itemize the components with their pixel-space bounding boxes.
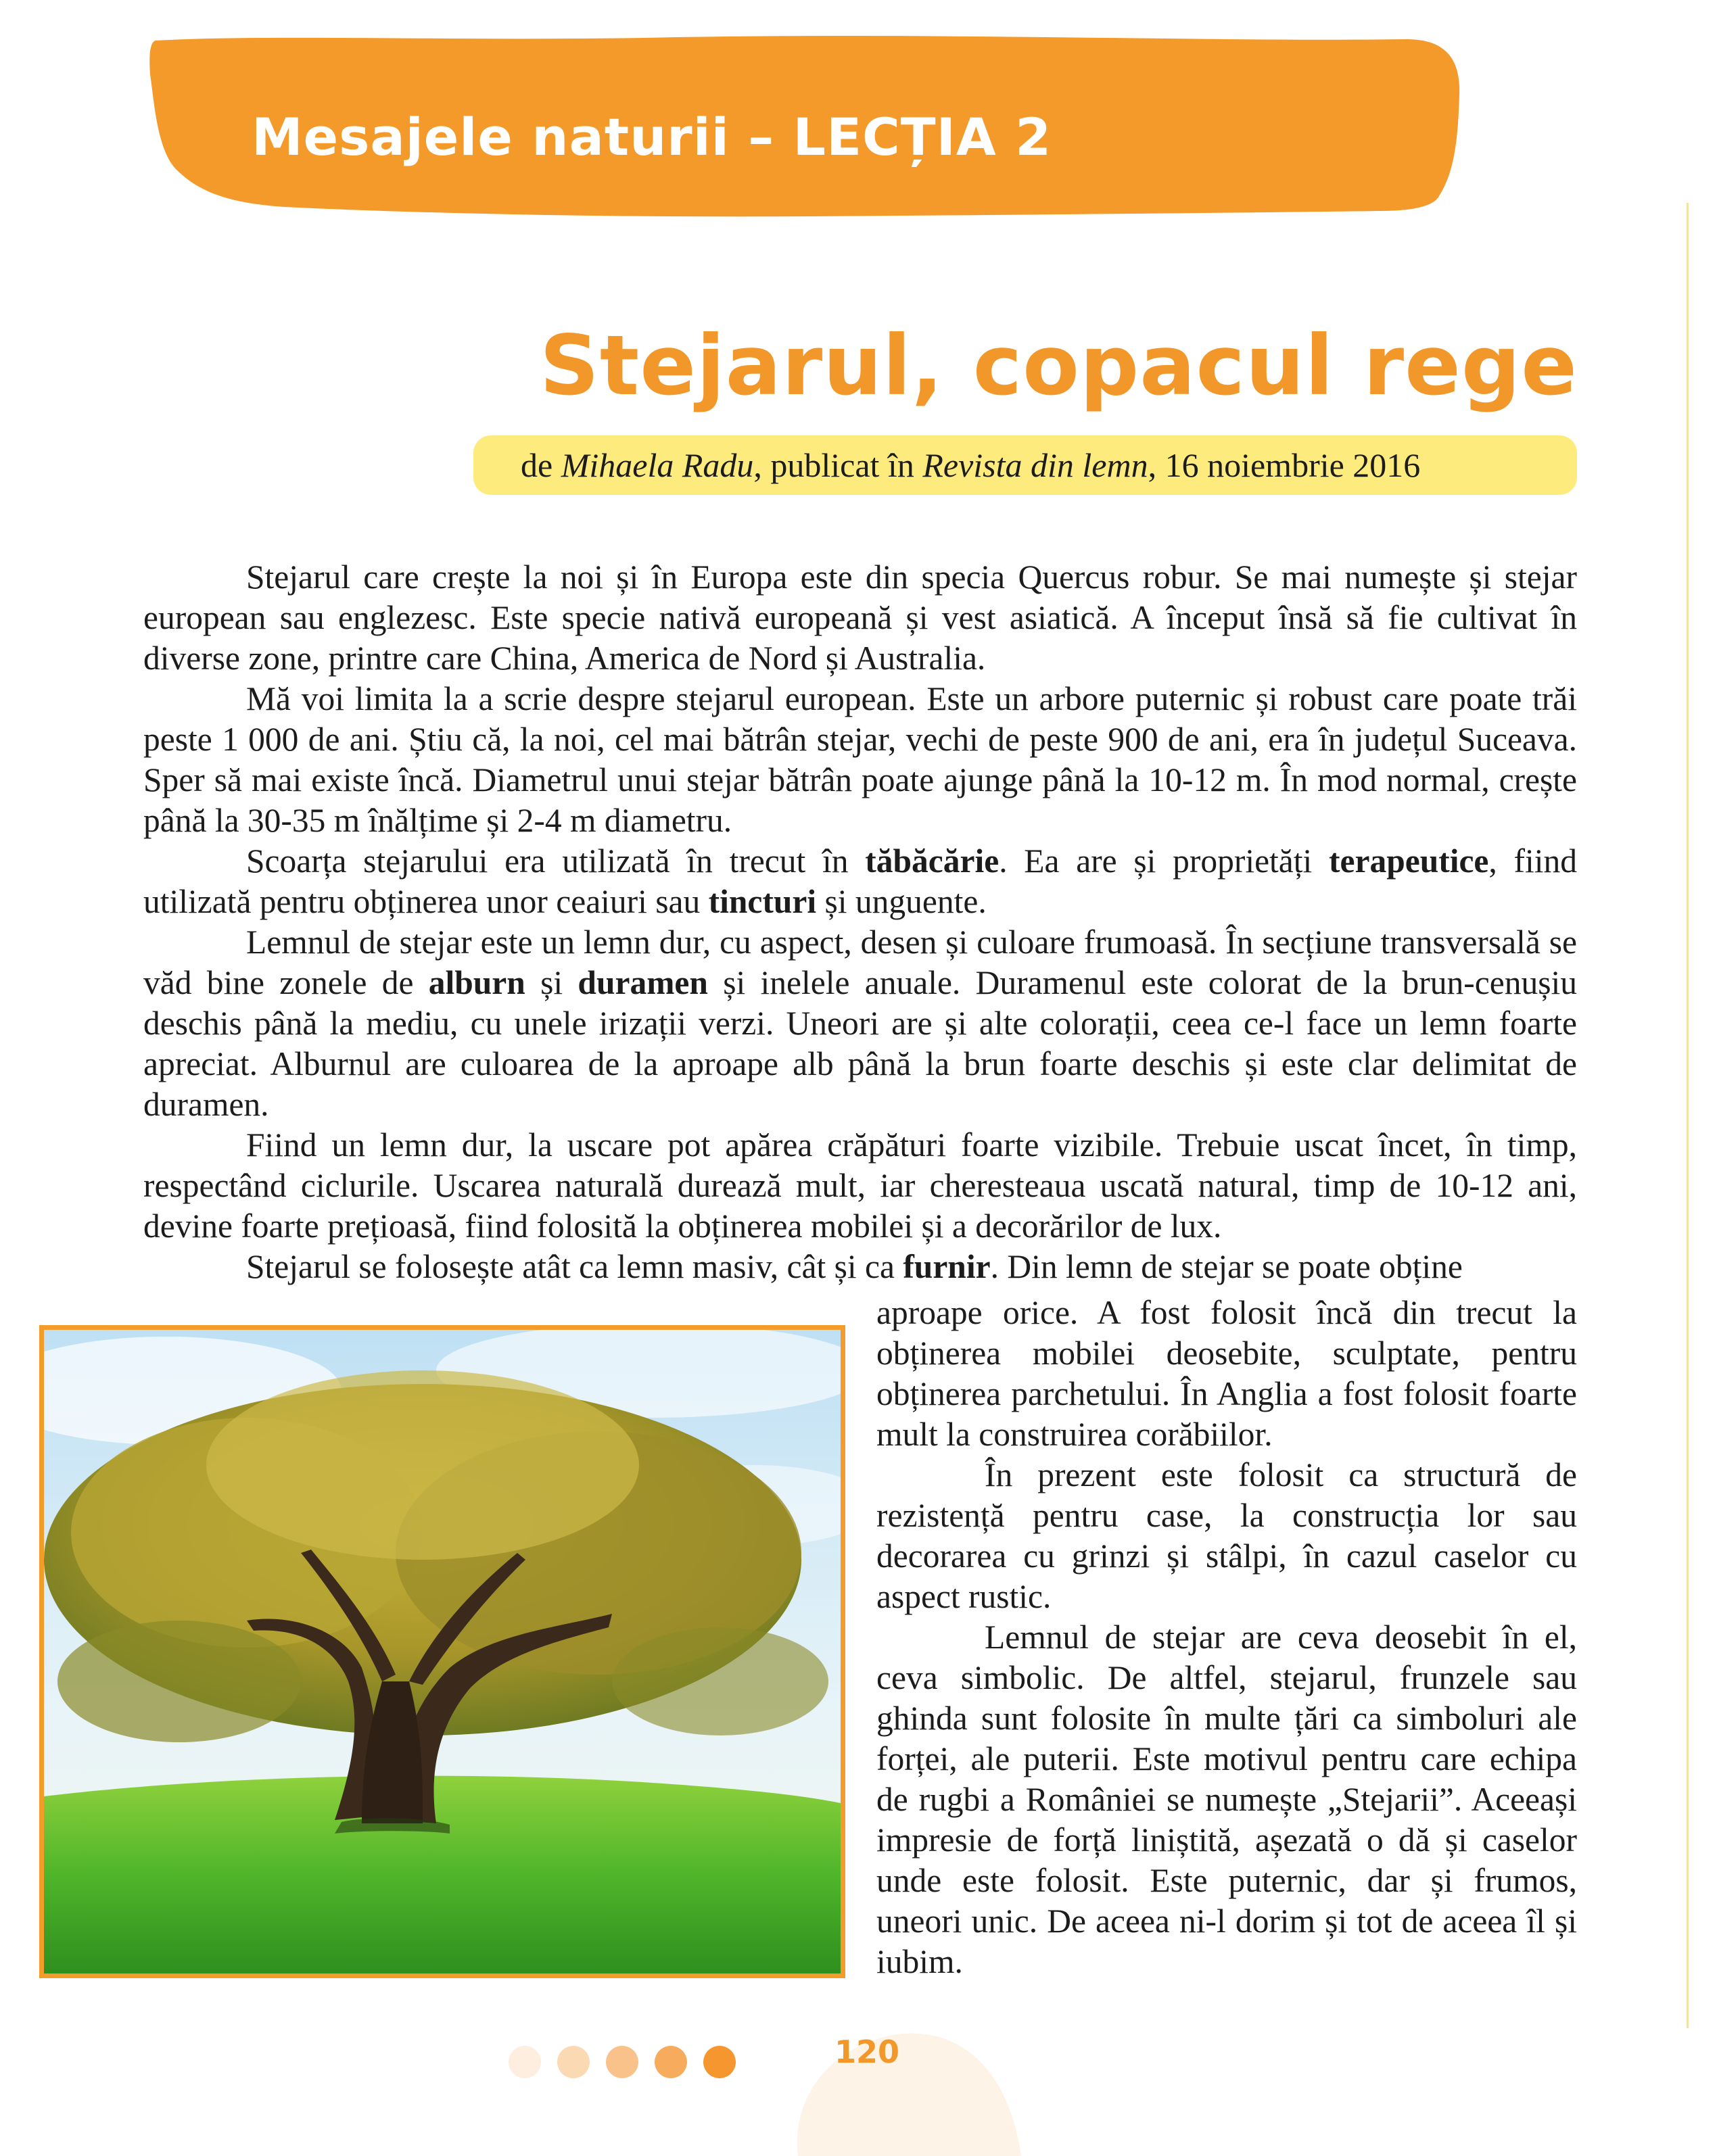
byline (521, 442, 1562, 488)
article-body (143, 557, 1577, 1287)
article-title: Stejarul, copacul rege (540, 318, 1578, 414)
paragraph: În prezent este folosit ca structură de rezistență pentru case, la construcția lor sau decorarea cu grinzi și stâlpi, în cazul caselor cu aspect rustic. (876, 1456, 1577, 1615)
decorative-dots (509, 2046, 752, 2086)
lesson-title: Mesajele naturii – LECȚIA 2 (252, 107, 1052, 167)
publication-name: Revista din lemn (922, 446, 1148, 484)
article-body-right-column (876, 1293, 1577, 1982)
dot-decoration (509, 2046, 541, 2078)
keyword: tincturi (708, 883, 817, 920)
page-number-blob (771, 2001, 1041, 2156)
publication-date: , 16 noiembrie 2016 (1148, 446, 1421, 484)
paragraph: Lemnul de stejar are ceva deosebit în el, ceva simbolic. De altfel, stejarul, frunzele sau ghinda sunt folosite în multe țări ca simboluri ale forței, ale puterii. Este motivul pentru care echipa de rugbi a României se numește „Stejarii”. Aceeași impresie de forță liniștită, așezată o dă și caselor unde este folosit. Este puternic, dar și frumos, uneori unic. De aceea ni-l dorim și tot de aceea îl și iubim. (876, 1619, 1577, 1980)
paragraph: Mă voi limita la a scrie despre stejarul european. Este un arbore puternic și robust care poate trăi peste 1 000 de ani. Știu că, la noi, cel mai bătrân stejar, vechi de peste 900 de ani, era în județul Suceava. Sper să mai existe încă. Diametrul unui stejar bătrân poate ajunge până la 10-12 m. În mod normal, crește până la 30-35 m înălțime și 2-4 m diametru. (143, 680, 1577, 839)
page-number: 120 (834, 2034, 900, 2070)
dot-decoration (655, 2046, 687, 2078)
paragraph: Fiind un lemn dur, la uscare pot apărea crăpături foarte vizibile. Trebuie uscat încet, în timp, respectând ciclurile. Uscarea naturală durează mult, iar cheresteaua uscată natural, timp de 10-12 ani, devine foarte prețioasă, fiind folosită la obținerea mobilei și a decorărilor de lux. (143, 1126, 1577, 1245)
keyword: furnir (903, 1248, 991, 1285)
dot-decoration (557, 2046, 590, 2078)
dot-decoration (703, 2046, 736, 2078)
paragraph: Scoarța stejarului era utilizată în trecut în tăbăcărie. Ea are și proprietăți terapeutice, fiind utilizată pentru obținerea unor ceaiuri sau tincturi și unguente. (143, 842, 1577, 920)
byline-prefix: de (521, 446, 561, 484)
paragraph: Lemnul de stejar este un lemn dur, cu aspect, desen și culoare frumoasă. În secțiune transversală se văd bine zonele de alburn și duramen și inelele anuale. Duramenul este colorat de la brun-cenușiu deschis până la mediu, cu unele irizații verzi. Uneori are și alte colorații, ceea ce-l face un lemn foarte apreciat. Alburnul are culoarea de la aproape alb până la brun foarte deschis și este clar delimitat de duramen. (143, 924, 1577, 1123)
keyword: tăbăcărie (865, 842, 999, 880)
page-edge-line (1687, 203, 1689, 2028)
keyword: duramen (578, 964, 708, 1001)
keyword: terapeutice (1329, 842, 1489, 880)
author-name: Mihaela Radu (561, 446, 754, 484)
oak-tree-photo (39, 1325, 845, 1978)
dot-decoration (606, 2046, 638, 2078)
keyword: alburn (428, 964, 525, 1001)
paragraph-continuation: aproape orice. A fost folosit încă din trecut la obținerea mobilei deosebite, sculptate, pentru obținerea parchetului. În Anglia a fost folosit foarte mult la construirea corăbiilor. (876, 1294, 1577, 1453)
paragraph: Stejarul care crește la noi și în Europa este din specia Quercus robur. Se mai numește și stejar european sau englezesc. Este specie nativă europeană și vest asiatică. A început însă să fie cultivat în diverse zone, printre care China, America de Nord și Australia. (143, 558, 1577, 677)
paragraph: Stejarul se folosește atât ca lemn masiv, cât și ca furnir. Din lemn de stejar se poate obține (246, 1248, 1463, 1285)
byline-middle: , publicat în (753, 446, 923, 484)
